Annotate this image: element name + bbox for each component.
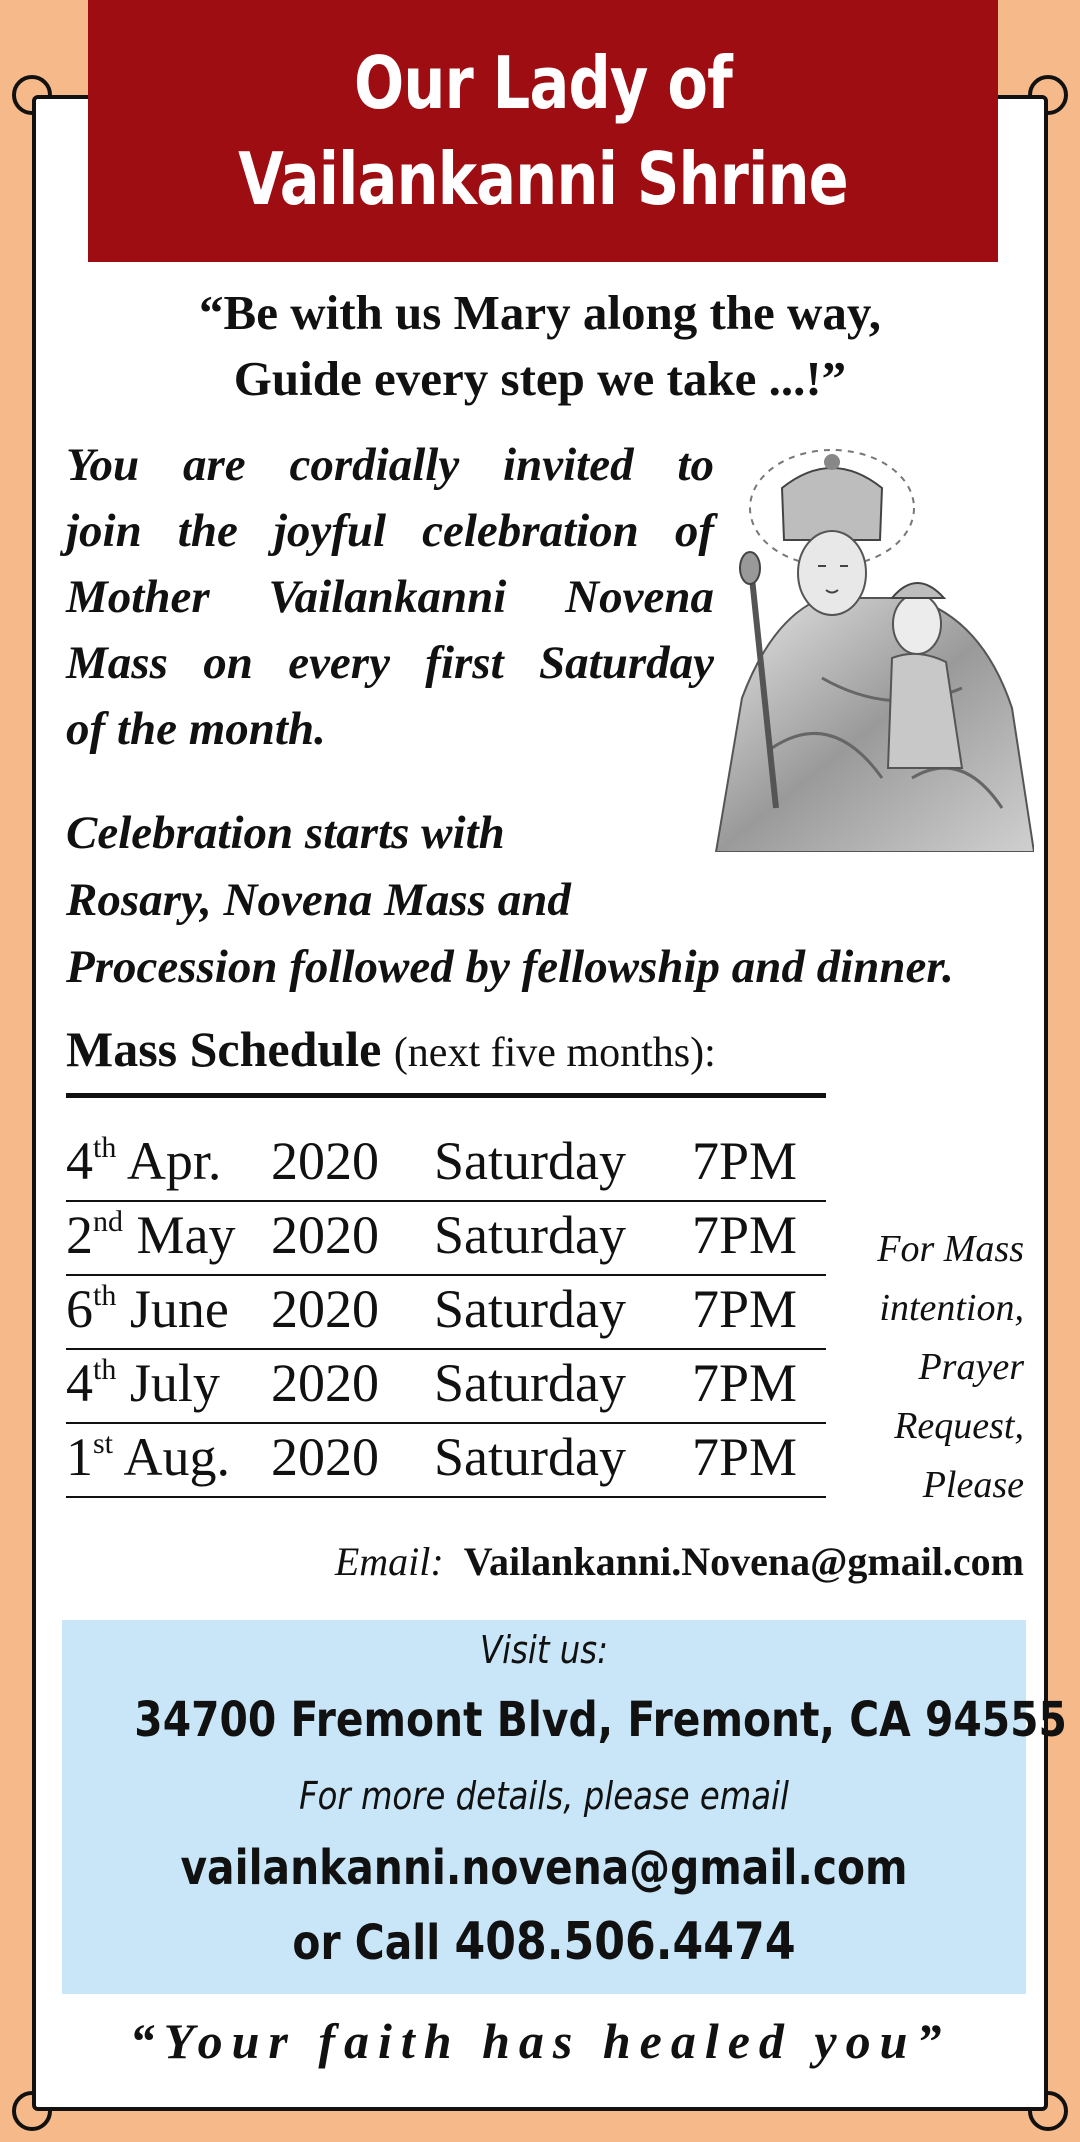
- invitation-line: You are cordially invited to: [66, 439, 714, 491]
- schedule-table: [66, 1128, 826, 1498]
- celebration-line: Celebration starts with: [66, 807, 505, 859]
- day-suffix: nd: [93, 1205, 123, 1238]
- day-number: 4: [66, 1353, 93, 1413]
- call-prefix: or Call: [292, 1915, 441, 1971]
- date-cell: [66, 1278, 229, 1340]
- celebration-text: [66, 800, 1066, 1001]
- invitation-line: join the joyful celebration of: [66, 505, 714, 557]
- invitation-line: Mother Vailankanni Novena: [66, 571, 714, 623]
- street-address: 34700 Fremont Blvd, Fremont, CA 94555: [134, 1692, 1067, 1748]
- table-row: [66, 1202, 826, 1276]
- day-number: 6: [66, 1279, 93, 1339]
- year-cell: 2020: [271, 1131, 379, 1191]
- title-banner: [88, 0, 998, 262]
- invitation-line: Mass on every first Saturday: [66, 637, 714, 689]
- title-line-2: Vailankanni Shrine: [238, 137, 848, 221]
- quote-line-1: “Be with us Mary along the way,: [199, 285, 881, 340]
- day-suffix: th: [93, 1279, 117, 1312]
- schedule-heading: [66, 1020, 716, 1078]
- call-line: [134, 1912, 953, 1972]
- intention-line: Please: [922, 1464, 1024, 1506]
- table-row: [66, 1424, 826, 1498]
- opening-quote: [60, 280, 1020, 412]
- virgin-and-child-image: [712, 448, 1034, 852]
- date-cell: [66, 1426, 230, 1488]
- time-cell: 7PM: [692, 1279, 798, 1339]
- date-cell: [66, 1204, 235, 1266]
- day-suffix: th: [93, 1131, 117, 1164]
- table-row: [66, 1350, 826, 1424]
- weekday-cell: Saturday: [434, 1427, 626, 1487]
- celebration-line: Rosary, Novena Mass and: [66, 874, 571, 926]
- email-address-link[interactable]: Vailankanni.Novena@gmail.com: [463, 1539, 1024, 1584]
- intention-line: Prayer: [918, 1346, 1024, 1388]
- month: July: [129, 1353, 220, 1413]
- date-cell: [66, 1352, 220, 1414]
- weekday-cell: Saturday: [434, 1131, 626, 1191]
- date-cell: [66, 1130, 221, 1192]
- weekday-cell: Saturday: [434, 1205, 626, 1265]
- table-row: [66, 1128, 826, 1202]
- time-cell: 7PM: [692, 1131, 798, 1191]
- day-suffix: th: [93, 1353, 117, 1386]
- email-contact: [120, 1538, 1024, 1585]
- intention-line: intention,: [879, 1287, 1024, 1329]
- year-cell: 2020: [271, 1353, 379, 1413]
- schedule-title: Mass Schedule: [66, 1021, 382, 1077]
- title-line-1: Our Lady of: [354, 41, 732, 125]
- contact-email-link[interactable]: vailankanni.novena@gmail.com: [180, 1840, 908, 1896]
- celebration-line: Procession followed by fellowship and dinner.: [66, 941, 954, 993]
- intention-line: For Mass: [877, 1228, 1024, 1270]
- year-cell: 2020: [271, 1279, 379, 1339]
- weekday-cell: Saturday: [434, 1353, 626, 1413]
- day-number: 1: [66, 1427, 93, 1487]
- month: June: [129, 1279, 229, 1339]
- email-label: Email:: [334, 1539, 444, 1584]
- visit-info-box: [62, 1620, 1067, 1994]
- visit-label: Visit us:: [479, 1628, 608, 1672]
- year-cell: 2020: [271, 1427, 379, 1487]
- day-suffix: st: [93, 1427, 114, 1460]
- day-number: 2: [66, 1205, 93, 1265]
- schedule-divider: [66, 1093, 826, 1098]
- invitation-line: of the month.: [66, 703, 326, 755]
- month: Apr.: [126, 1131, 222, 1191]
- table-row: [66, 1276, 826, 1350]
- intention-line: Request,: [894, 1405, 1024, 1447]
- month: May: [136, 1205, 236, 1265]
- month: Aug.: [123, 1427, 231, 1487]
- schedule-subtitle: (next five months):: [393, 1030, 716, 1076]
- invitation-text: [66, 432, 714, 762]
- quote-line-2: Guide every step we take ...!”: [233, 351, 847, 406]
- day-number: 4: [66, 1131, 93, 1191]
- time-cell: 7PM: [692, 1427, 798, 1487]
- year-cell: 2020: [271, 1205, 379, 1265]
- details-text: For more details, please email: [299, 1774, 789, 1818]
- weekday-cell: Saturday: [434, 1279, 626, 1339]
- time-cell: 7PM: [692, 1353, 798, 1413]
- time-cell: 7PM: [692, 1205, 798, 1265]
- intention-note: [830, 1220, 1024, 1515]
- phone-number-link[interactable]: 408.506.4474: [454, 1912, 796, 1972]
- footer-quote: “Your faith has healed you”: [129, 2013, 951, 2069]
